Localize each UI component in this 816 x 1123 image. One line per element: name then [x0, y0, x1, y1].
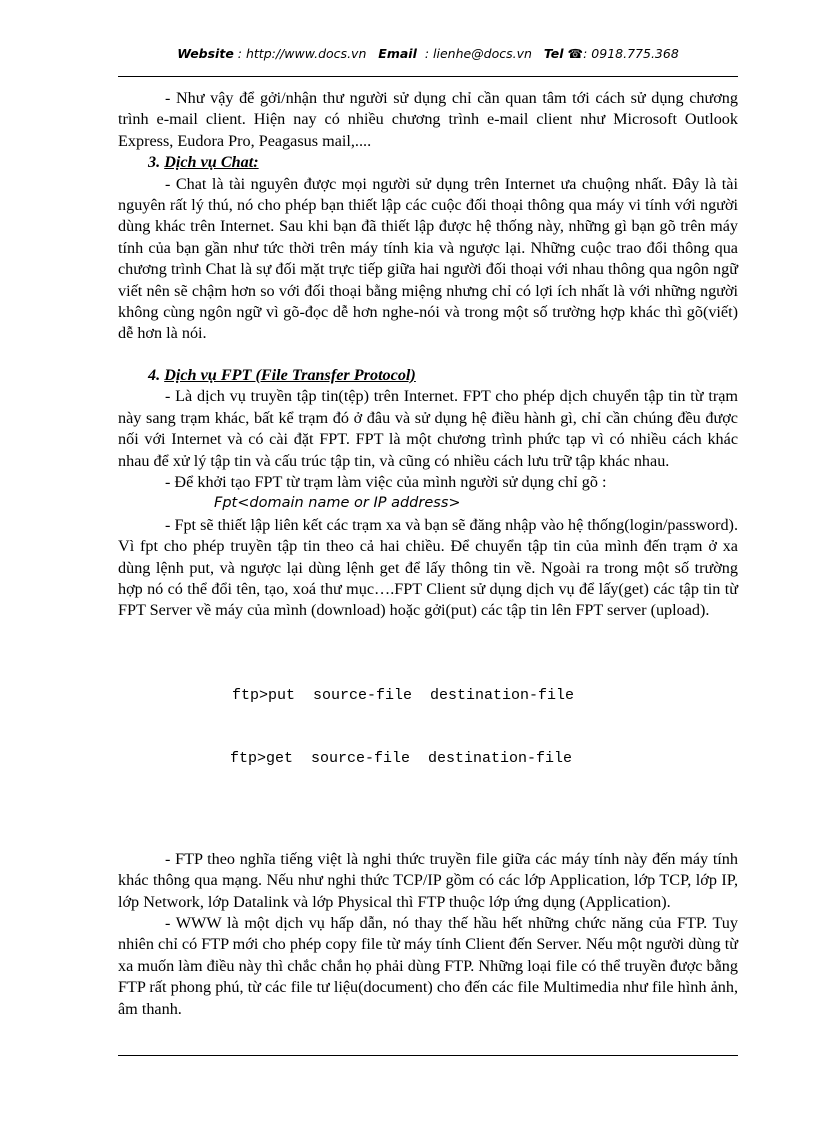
phone-icon: ☎	[567, 46, 584, 61]
paragraph-email-client: - Như vậy để gởi/nhận thư người sử dụng chỉ cần quan tâm tới cách sử dụng chương trình e-mail client. Hiện nay có nhiều chương trình e-mail client như Microsoft Outlook Express, Eudora Pro, Peagasus mail,....	[118, 89, 738, 150]
section-title: Dịch vụ Chat:	[164, 153, 259, 172]
paragraph-ftp-start: - Để khởi tạo FPT từ trạm làm việc của mình người sử dụng chỉ gõ :	[165, 472, 607, 491]
paragraph-ftp-meaning: - FTP theo nghĩa tiếng việt là nghi thức truyền file giữa các máy tính này đến máy tính khác thông qua mạng. Nếu như nghi thức TCP/IP gồm có các lớp Application, lớp TCP, lớp IP, lớp Network, lớp Datalink và lớp Physical thì FTP thuộc lớp ứng dụng (Application).	[118, 849, 738, 911]
tel-label: Tel	[543, 46, 564, 61]
paragraph-ftp-intro: - Là dịch vụ truyền tập tin(tệp) trên Internet. FPT cho phép dịch chuyển tập tin từ trạm này sang trạm khác, bất kể trạm đó ở đâu và sử dụng hệ điều hành gì, chỉ cần chúng đều được nối với Internet và có cài đặt FPT. FPT là một chương trình phức tạp vì có nhiều cách khác nhau để xử lý tập tin và cấu trúc tập tin, và cũng có nhiều cách lưu trữ tập khác nhau.	[118, 387, 738, 470]
paragraph-chat: - Chat là tài nguyên được mọi người sử dụng trên Internet ưa chuộng nhất. Đây là tài nguyên rất lý thú, nó cho phép bạn thiết lập các cuộc đối thoại thông qua máy vi tính với người dùng khác trên Internet. Sau khi bạn đã thiết lập được hệ thống này, những gì bạn gõ trên máy tính của bạn gần như tức thời trên máy tính kia và ngược lại. Những cuộc trao đổi thông qua chương trình Chat là sự đối mặt trực tiếp giữa hai người đối thoại với nhau thông qua ngôn ngữ viết nên sẽ chậm hơn so với đối thoại bằng miệng nhưng chỉ có lợi ích nhất là với những người không cùng ngôn ngữ vì gõ-đọc dễ hơn nghe-nói và trong một số trường hợp khác thì gõ(viết) dễ hơn là nói.	[118, 174, 738, 343]
section-heading-chat	[118, 152, 738, 173]
page-header	[118, 46, 738, 61]
code-block	[118, 643, 738, 811]
ftp-command-example: Fpt<domain name or IP address>	[214, 495, 461, 512]
document-body	[118, 88, 738, 1020]
section-number: 4.	[148, 365, 161, 384]
paragraph-www: - WWW là một dịch vụ hấp dẫn, nó thay thế hầu hết những chức năng của FTP. Tuy nhiên chỉ có FTP mới cho phép copy file từ máy tính Client đến Server. Nếu một người dùng từ xa muốn làm điều này thì chắc chắn họ phải dùng FTP. Những loại file có thể truyền được bằng FTP rất phong phú, từ các file tư liệu(document) cho đến các file Multimedia như file hình ảnh, âm thanh.	[118, 913, 738, 1018]
spacer	[118, 811, 738, 849]
section-heading-ftp	[118, 365, 738, 386]
section-title: Dịch vụ FPT (File Transfer Protocol)	[164, 365, 416, 384]
code-line-put: ftp>put source-file destination-file	[232, 686, 575, 704]
code-line-get: ftp>get source-file destination-file	[230, 749, 573, 767]
footer-divider	[118, 1055, 738, 1056]
spacer	[118, 345, 738, 365]
spacer	[118, 622, 738, 643]
website-value: : http://www.docs.vn	[237, 46, 367, 61]
website-label: Website	[177, 46, 234, 61]
email-value: : lienhe@docs.vn	[424, 46, 532, 61]
paragraph-ftp-details: - Fpt sẽ thiết lập liên kết các trạm xa và bạn sẽ đăng nhập vào hệ thống(login/password). Vì fpt cho phép truyền tập tin theo cả hai chiều. Để chuyển tập tin của mình đến trạm ở xa dùng lệnh put, và ngược lại dùng lệnh get để lấy thông tin về. Ngoài ra trong một số trường hợp nó có thể đổi tên, tạo, xoá thư mục….FPT Client sử dụng dịch vụ để lấy(get) các tập tin từ FPT Server về máy của mình (download) hoặc gởi(put) các tập tin lên FPT server (upload).	[118, 515, 738, 620]
email-label: Email	[378, 46, 417, 61]
header-divider	[118, 76, 738, 77]
tel-value: : 0918.775.368	[583, 46, 679, 61]
section-number: 3.	[148, 153, 161, 172]
